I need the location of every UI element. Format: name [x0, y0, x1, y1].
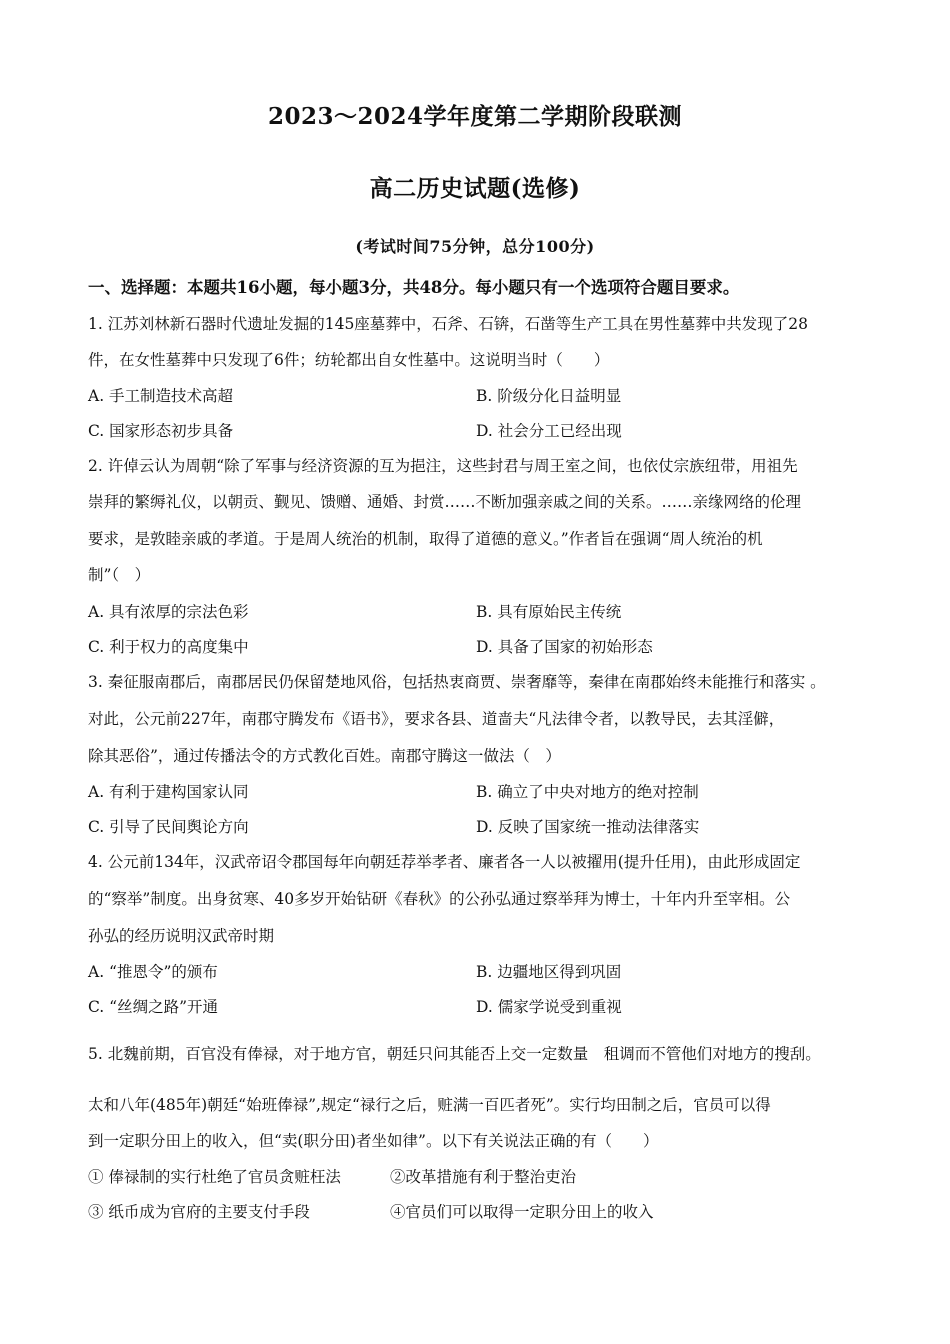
question-4-line-1: 4. 公元前134年，汉武帝诏令郡国每年向朝廷荐举孝者、廉者各一人以被擢用(提升任用)，由此形成固定	[88, 853, 801, 871]
question-3-line-1: 3. 秦征服南郡后，南郡居民仍保留楚地风俗，包括热衷商贾、崇奢靡等，秦律在南郡始终未能推行和落实 。	[88, 673, 826, 691]
question-5-statement-2: ②改革措施有利于整治吏治	[390, 1168, 577, 1186]
question-4-option-a: A. “推恩令”的颁布	[88, 963, 218, 981]
exam-info: (考试时间75分钟，总分100分)	[355, 237, 595, 256]
question-1-option-b: B. 阶级分化日益明显	[476, 387, 622, 405]
question-4-line-2: 的“察举”制度。出身贫寒、40多岁开始钻研《春秋》的公孙弘通过察举拜为博士，十年内升至宰相。公	[88, 890, 791, 908]
question-2-line-1: 2. 许倬云认为周朝“除了军事与经济资源的互为挹注，这些封君与周王室之间，也依仗宗族纽带，用祖先	[88, 457, 798, 475]
question-1-line-2: 件，在女性墓葬中只发现了6件；纺轮都出自女性墓中。这说明当时（ ）	[88, 351, 610, 369]
question-3-option-b: B. 确立了中央对地方的绝对控制	[476, 783, 699, 801]
question-4-line-3: 孙弘的经历说明汉武帝时期	[88, 927, 275, 945]
exam-title: 2023～2024学年度第二学期阶段联测	[267, 103, 683, 130]
question-2-option-c: C. 利于权力的高度集中	[88, 638, 249, 656]
question-3-option-c: C. 引导了民间舆论方向	[88, 818, 249, 836]
question-5-statement-4: ④官员们可以取得一定职分田上的收入	[390, 1203, 654, 1221]
question-4-option-d: D. 儒家学说受到重视	[476, 998, 622, 1016]
question-2-option-b: B. 具有原始民主传统	[476, 603, 622, 621]
question-2-option-d: D. 具备了国家的初始形态	[476, 638, 653, 656]
question-2-line-3: 要求，是敦睦亲戚的孝道。于是周人统治的机制，取得了道德的意义。”作者旨在强调“周人统治的机	[88, 530, 763, 548]
question-1-option-d: D. 社会分工已经出现	[476, 422, 622, 440]
question-3-option-a: A. 有利于建构国家认同	[88, 783, 249, 801]
question-5-statement-3: ③ 纸币成为官府的主要支付手段	[88, 1203, 310, 1221]
question-1-line-1: 1. 江苏刘林新石器时代遗址发掘的145座墓葬中，石斧、石锛，石凿等生产工具在男性墓葬中共发现了28	[88, 315, 809, 333]
question-5-line-3: 到一定职分田上的收入，但“卖(职分田)者坐如律”。以下有关说法正确的有（ ）	[88, 1132, 659, 1150]
question-1-option-a: A. 手工制造技术高超	[88, 387, 234, 405]
question-4-option-b: B. 边疆地区得到巩固	[476, 963, 622, 981]
question-3-line-3: 除其恶俗”，通过传播法令的方式教化百姓。南郡守腾这一做法（ ）	[88, 747, 561, 765]
question-1-option-c: C. 国家形态初步具备	[88, 422, 234, 440]
question-2-option-a: A. 具有浓厚的宗法色彩	[88, 603, 249, 621]
question-2-line-2: 崇拜的繁缛礼仪，以朝贡、觐见、馈赠、通婚、封赏……不断加强亲戚之间的关系。……亲缘网络的伦理	[88, 493, 802, 511]
exam-subtitle: 高二历史试题(选修)	[369, 175, 581, 202]
question-3-option-d: D. 反映了国家统一推动法律落实	[476, 818, 700, 836]
question-3-line-2: 对此，公元前227年，南郡守腾发布《语书》，要求各县、道啬夫“凡法律令者，以教导民，去其淫僻，	[88, 710, 785, 728]
question-2-line-4: 制”（ ）	[88, 566, 151, 584]
question-5-statement-1: ① 俸禄制的实行杜绝了官员贪赃枉法	[88, 1168, 341, 1186]
section-heading: 一、选择题：本题共16小题，每小题3分，共48分。每小题只有一个选项符合题目要求。	[88, 278, 740, 297]
question-5-line-1: 5. 北魏前期，百官没有俸禄，对于地方官，朝廷只问其能否上交一定数量 租调而不管他们对地方的搜刮。	[88, 1045, 821, 1063]
question-5-line-2: 太和八年(485年)朝廷“始班俸禄”,规定“禄行之后，赃满一百匹者死”。实行均田制之后，官员可以得	[88, 1096, 771, 1114]
question-4-option-c: C. “丝绸之路”开通	[88, 998, 219, 1016]
